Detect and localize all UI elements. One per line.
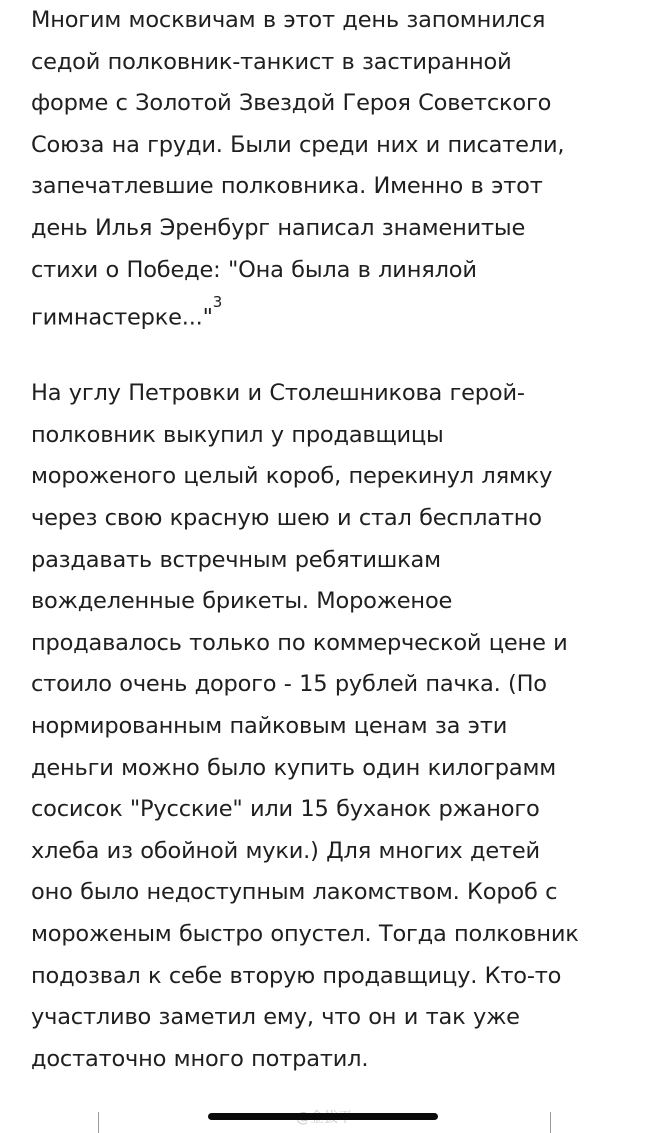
text-line: мороженого целый короб, перекинул лямку (31, 463, 553, 490)
text-line: участливо заметил ему, что он и так уже (31, 1004, 520, 1031)
text-line: сосисок "Русские" или 15 буханок ржаного (31, 796, 540, 823)
article-body (31, 0, 621, 1080)
text-line: вожделенные брикеты. Мороженое (31, 588, 453, 615)
footnote-marker[interactable]: 3 (212, 293, 223, 312)
home-indicator[interactable] (208, 1113, 438, 1120)
text-line: раздавать встречным ребятишкам (31, 546, 441, 573)
text-line: достаточно много потратил. (31, 1045, 369, 1072)
text-line: седой полковник-танкист в застиранной (31, 48, 512, 75)
text-line: полковник выкупил у продавщицы (31, 421, 444, 448)
text-line-with-footnote (31, 291, 621, 339)
text-line: продавалось только по коммерческой цене и (31, 629, 568, 656)
text-line: нормированным пайковым ценам за эти (31, 713, 508, 739)
text-line: стихи о Победе: "Она была в линялой (31, 256, 477, 283)
text-line: Многим москвичам в этот день запомнился (31, 7, 546, 33)
text-line: На углу Петровки и Столешникова герой- (31, 380, 525, 407)
text-line: через свою красную шею и стал бесплатно (31, 505, 542, 532)
text-line: Союза на груди. Были среди них и писатели, (31, 131, 565, 158)
paragraph-1 (31, 0, 621, 339)
text-line: оно было недоступным лакомством. Короб с (31, 879, 558, 906)
text-line: деньги можно было купить один килограмм (31, 754, 557, 781)
text-line: запечатлевшие полковника. Именно в этот (31, 173, 543, 200)
text-fragment: гимнастерке..." (31, 304, 213, 331)
text-line: мороженым быстро опустел. Тогда полковник (31, 920, 579, 947)
text-line: стоило очень дорого - 15 рублей пачка. (По (31, 671, 547, 698)
text-line: хлеба из обойной муки.) Для многих детей (31, 837, 540, 864)
text-line: подозвал к себе вторую продавщицу. Кто-то (31, 962, 562, 989)
text-line: день Илья Эренбург написал знаменитые (31, 214, 526, 241)
paragraph-2 (31, 373, 621, 1080)
text-line: форме с Золотой Звездой Героя Советского (31, 90, 552, 117)
